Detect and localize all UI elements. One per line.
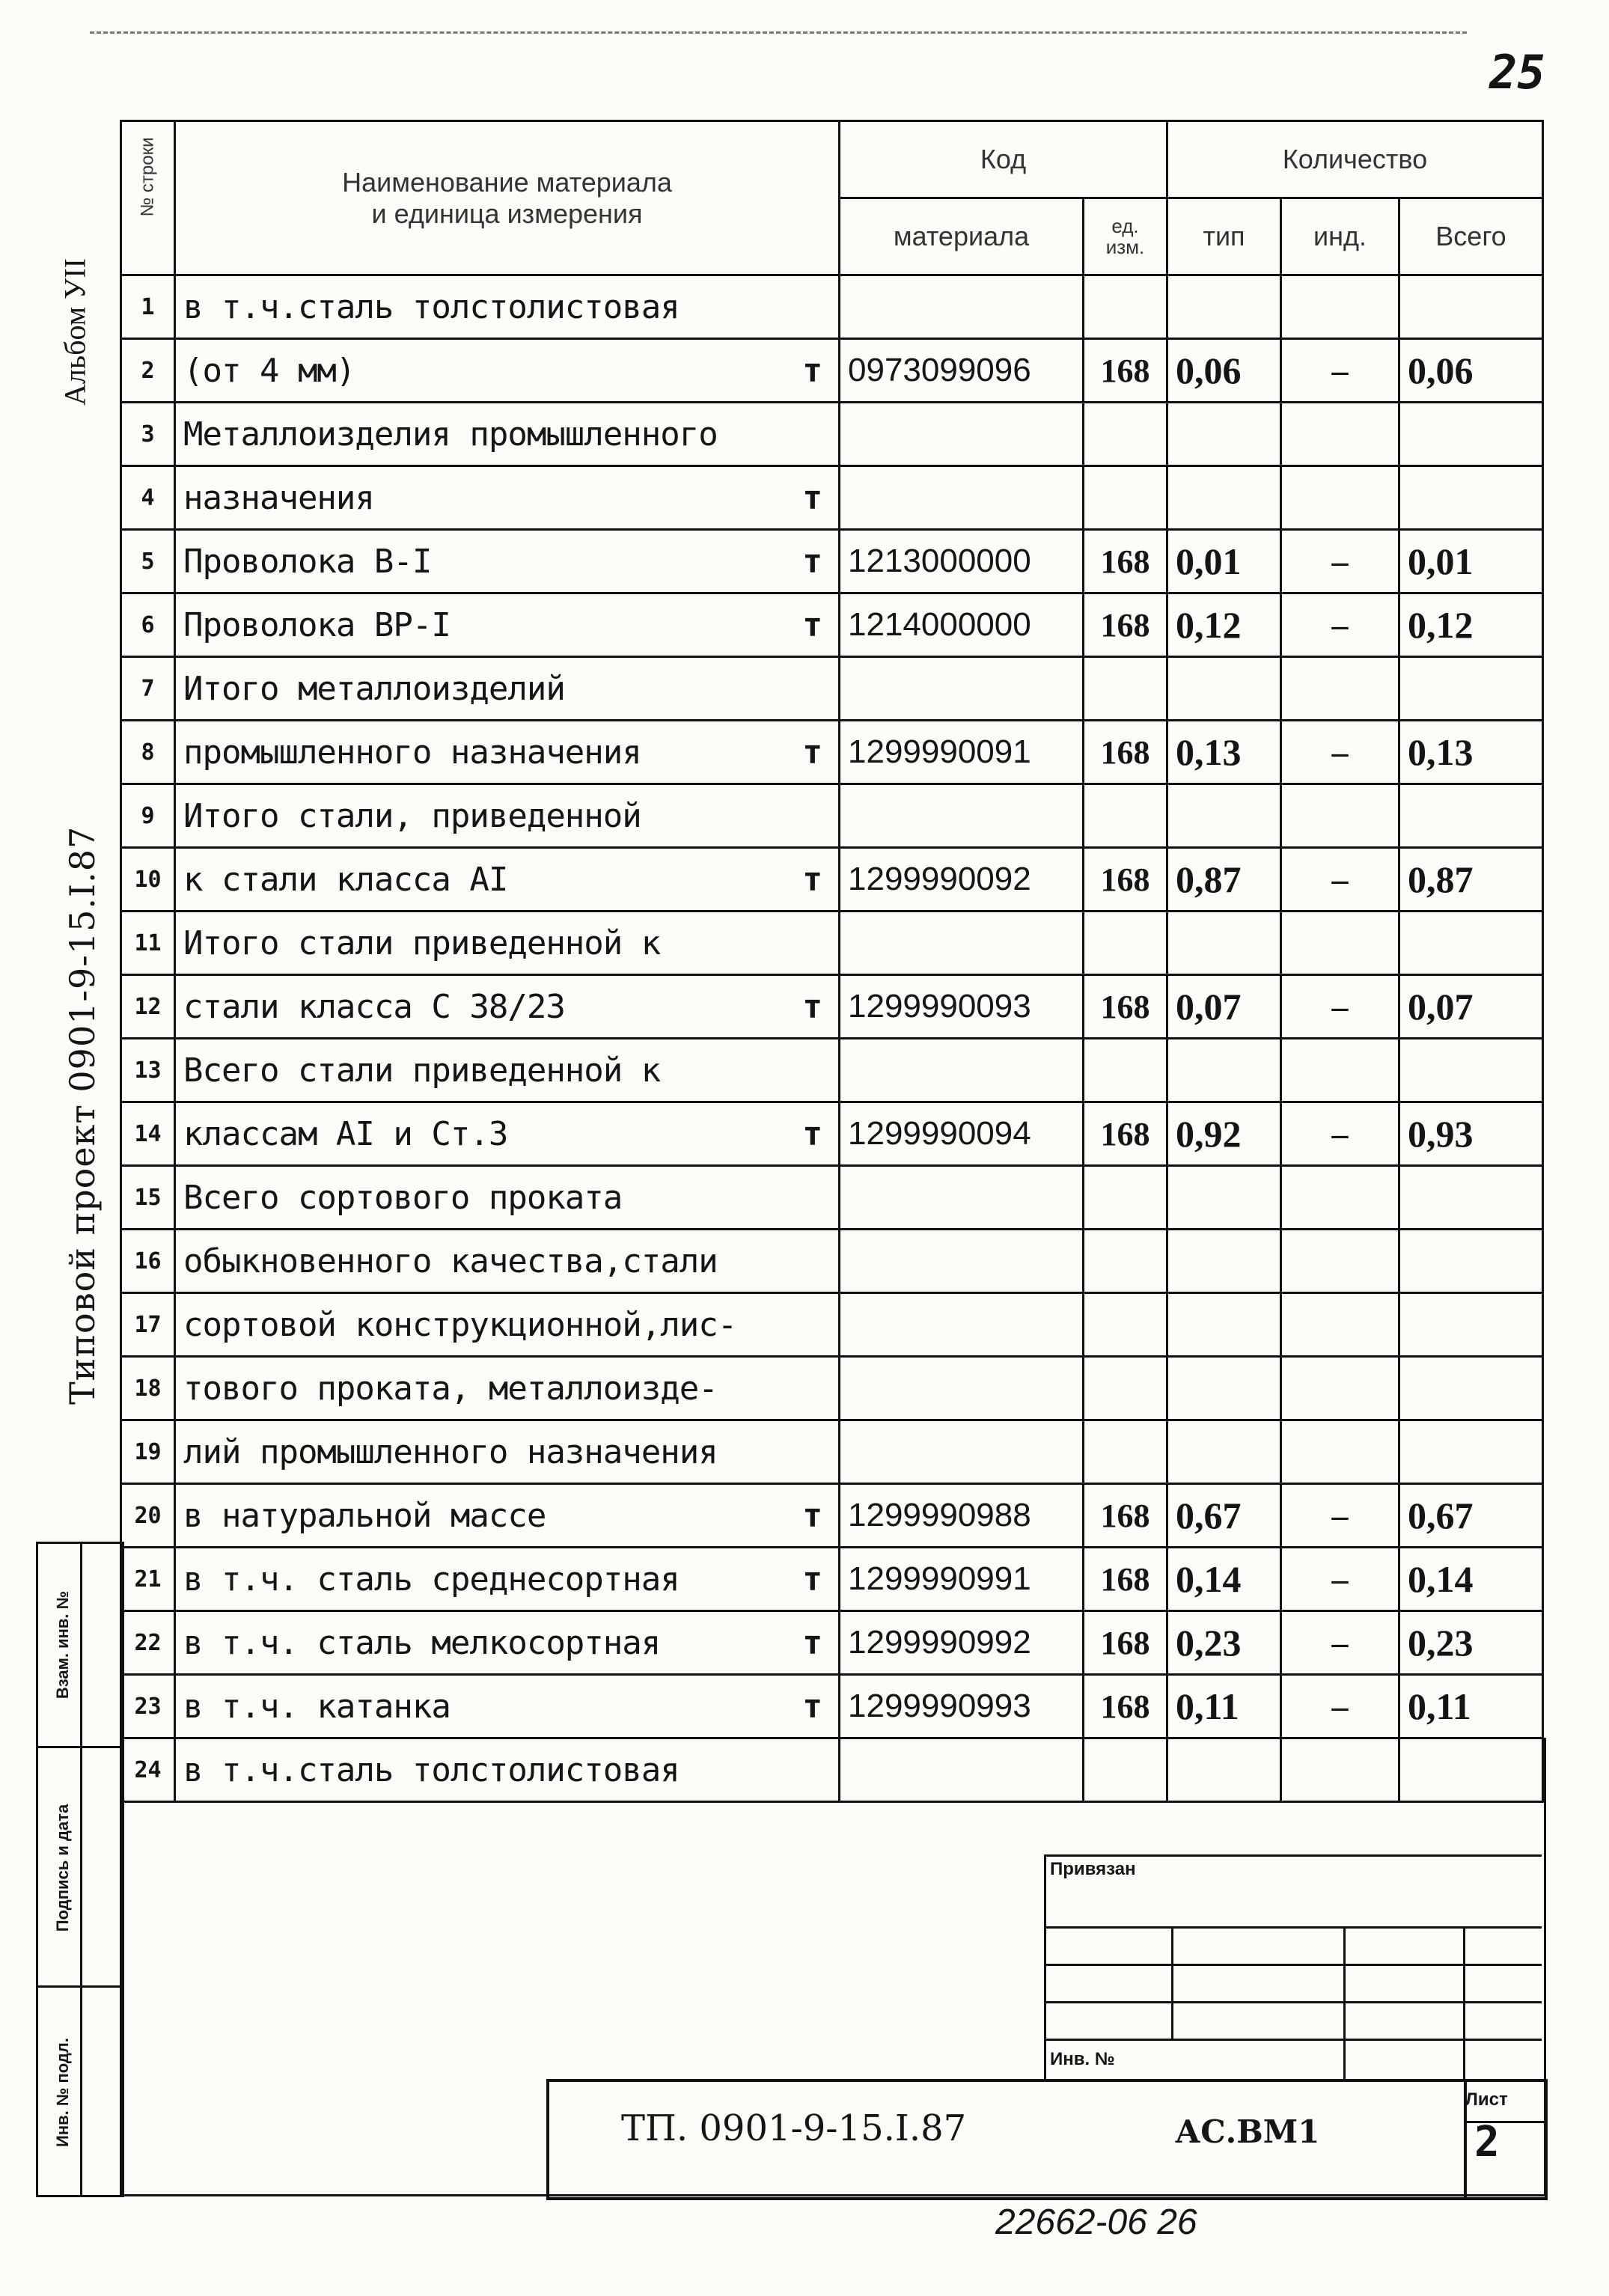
sheet-label: Лист — [1465, 2089, 1508, 2110]
unit-code-cell: 168 — [1084, 975, 1167, 1039]
material-name-cell — [175, 1230, 840, 1293]
row-number-cell: 14 — [121, 1102, 175, 1166]
unit-code-cell: 168 — [1084, 1548, 1167, 1611]
qty-ind-cell — [1281, 403, 1399, 466]
header-qty-total: Всего — [1399, 198, 1543, 275]
qty-ind-cell: – — [1281, 1611, 1399, 1675]
qty-type-cell: 0,12 — [1167, 593, 1281, 657]
qty-ind-cell: – — [1281, 975, 1399, 1039]
table-row — [121, 275, 1543, 339]
unit-mark: т — [802, 351, 822, 390]
material-name-text: Проволока ВР-I — [183, 605, 451, 644]
unit-code-cell: 168 — [1084, 593, 1167, 657]
qty-total-cell: 0,07 — [1399, 975, 1543, 1039]
row-number-cell: 19 — [121, 1420, 175, 1484]
unit-code-cell — [1084, 275, 1167, 339]
header-name: Наименование материала и единица измерения — [175, 121, 840, 275]
material-name-cell — [175, 1611, 840, 1675]
material-name-cell — [175, 1675, 840, 1738]
qty-total-cell: 0,23 — [1399, 1611, 1543, 1675]
qty-type-cell: 0,67 — [1167, 1484, 1281, 1548]
stamp-podpis — [38, 1746, 122, 1988]
qty-ind-cell: – — [1281, 339, 1399, 403]
qty-type-cell — [1167, 1420, 1281, 1484]
qty-type-cell: 0,14 — [1167, 1548, 1281, 1611]
document-code: ТП. 0901-9-15.I.87 — [621, 2107, 967, 2149]
row-number-cell: 1 — [121, 275, 175, 339]
table-row — [121, 657, 1543, 721]
unit-mark: т — [802, 733, 822, 772]
material-code-cell: 1299990094 — [840, 1102, 1084, 1166]
row-number-cell: 9 — [121, 784, 175, 848]
qty-total-cell — [1399, 1166, 1543, 1230]
qty-ind-cell — [1281, 1166, 1399, 1230]
material-name-text: промышленного назначения — [183, 733, 641, 772]
qty-type-cell — [1167, 466, 1281, 530]
row-number-cell: 4 — [121, 466, 175, 530]
material-name-cell — [175, 1484, 840, 1548]
qty-type-cell — [1167, 403, 1281, 466]
top-edge-scratch — [90, 31, 1467, 34]
unit-mark: т — [802, 860, 822, 899]
table-row — [121, 403, 1543, 466]
qty-type-cell — [1167, 912, 1281, 975]
row-number-cell: 3 — [121, 403, 175, 466]
materials-table — [120, 120, 1544, 1803]
unit-mark: т — [802, 1687, 822, 1726]
material-code-cell: 0973099096 — [840, 339, 1084, 403]
qty-total-cell: 0,01 — [1399, 530, 1543, 593]
qty-total-cell: 0,13 — [1399, 721, 1543, 784]
material-code-cell: 1299990091 — [840, 721, 1084, 784]
material-code-cell: 1214000000 — [840, 593, 1084, 657]
row-number-cell: 11 — [121, 912, 175, 975]
unit-code-cell — [1084, 1293, 1167, 1357]
material-name-cell — [175, 1102, 840, 1166]
material-code-cell: 1299990993 — [840, 1675, 1084, 1738]
material-code-cell — [840, 1230, 1084, 1293]
material-name-cell — [175, 912, 840, 975]
table-row — [121, 848, 1543, 912]
stamp-inv-podl-label: Инв. № подл. — [53, 2038, 72, 2147]
material-name-cell — [175, 593, 840, 657]
table-row — [121, 1166, 1543, 1230]
qty-type-cell — [1167, 1039, 1281, 1102]
unit-code-cell — [1084, 466, 1167, 530]
table-row — [121, 1484, 1543, 1548]
material-code-cell — [840, 1357, 1084, 1420]
unit-code-cell — [1084, 1166, 1167, 1230]
qty-total-cell: 0,11 — [1399, 1675, 1543, 1738]
material-code-cell — [840, 403, 1084, 466]
material-name-text: Итого стали приведенной к — [183, 923, 661, 962]
material-name-text: Всего стали приведенной к — [183, 1051, 661, 1090]
qty-total-cell — [1399, 1357, 1543, 1420]
qty-type-cell — [1167, 1357, 1281, 1420]
row-number-cell: 24 — [121, 1738, 175, 1802]
material-name-cell — [175, 1548, 840, 1611]
sheet-number: 2 — [1474, 2118, 1500, 2167]
unit-code-cell — [1084, 784, 1167, 848]
unit-code-cell: 168 — [1084, 530, 1167, 593]
material-code-cell — [840, 1166, 1084, 1230]
unit-code-cell — [1084, 403, 1167, 466]
row-number-cell: 16 — [121, 1230, 175, 1293]
material-name-text: Итого стали, приведенной — [183, 796, 641, 835]
table-row — [121, 975, 1543, 1039]
qty-type-cell — [1167, 784, 1281, 848]
table-row — [121, 1357, 1543, 1420]
table-row — [121, 721, 1543, 784]
unit-code-cell: 168 — [1084, 339, 1167, 403]
material-code-cell: 1299990991 — [840, 1548, 1084, 1611]
table-row — [121, 784, 1543, 848]
header-qty-type: тип — [1167, 198, 1281, 275]
unit-code-cell: 168 — [1084, 721, 1167, 784]
unit-code-cell — [1084, 657, 1167, 721]
material-code-cell — [840, 1293, 1084, 1357]
material-name-cell — [175, 275, 840, 339]
unit-code-cell — [1084, 1357, 1167, 1420]
unit-code-cell: 168 — [1084, 1675, 1167, 1738]
qty-ind-cell: – — [1281, 1675, 1399, 1738]
qty-total-cell — [1399, 657, 1543, 721]
table-row — [121, 530, 1543, 593]
qty-total-cell — [1399, 466, 1543, 530]
material-name-text: в т.ч.сталь толстолистовая — [183, 1750, 680, 1789]
qty-type-cell — [1167, 1166, 1281, 1230]
qty-ind-cell — [1281, 912, 1399, 975]
qty-total-cell — [1399, 1230, 1543, 1293]
qty-ind-cell: – — [1281, 530, 1399, 593]
qty-total-cell: 0,67 — [1399, 1484, 1543, 1548]
page-number: 25 — [1489, 45, 1545, 100]
left-stamp-boxes — [36, 1542, 124, 2197]
qty-total-cell — [1399, 784, 1543, 848]
header-qty-ind: инд. — [1281, 198, 1399, 275]
row-number-cell: 6 — [121, 593, 175, 657]
qty-total-cell: 0,12 — [1399, 593, 1543, 657]
material-code-cell: 1299990093 — [840, 975, 1084, 1039]
material-name-text: лий промышленного назначения — [183, 1432, 718, 1471]
row-number-cell: 17 — [121, 1293, 175, 1357]
qty-ind-cell: – — [1281, 593, 1399, 657]
album-label: Альбом УII — [58, 258, 92, 406]
table-row — [121, 466, 1543, 530]
row-number-cell: 18 — [121, 1357, 175, 1420]
unit-mark: т — [802, 1114, 822, 1153]
row-number-cell: 5 — [121, 530, 175, 593]
qty-ind-cell: – — [1281, 848, 1399, 912]
material-code-cell: 1299990988 — [840, 1484, 1084, 1548]
qty-type-cell: 0,11 — [1167, 1675, 1281, 1738]
unit-code-cell: 168 — [1084, 848, 1167, 912]
material-code-cell: 1299990092 — [840, 848, 1084, 912]
qty-total-cell: 0,06 — [1399, 339, 1543, 403]
qty-type-cell: 0,06 — [1167, 339, 1281, 403]
material-name-cell — [175, 1420, 840, 1484]
material-name-text: Итого металлоизделий — [183, 669, 565, 708]
material-name-text: обыкновенного качества,стали — [183, 1242, 718, 1280]
qty-type-cell: 0,92 — [1167, 1102, 1281, 1166]
material-code-cell — [840, 912, 1084, 975]
table-row — [121, 593, 1543, 657]
material-name-text: к стали класса AI — [183, 860, 508, 899]
material-name-text: в т.ч. сталь мелкосортная — [183, 1623, 661, 1662]
table-header-row-1 — [121, 121, 1543, 198]
material-name-text: назначения — [183, 478, 374, 517]
material-name-cell — [175, 975, 840, 1039]
qty-type-cell: 0,23 — [1167, 1611, 1281, 1675]
qty-total-cell: 0,14 — [1399, 1548, 1543, 1611]
material-code-cell — [840, 1420, 1084, 1484]
row-number-cell: 10 — [121, 848, 175, 912]
project-label: Типовой проект 0901-9-15.I.87 — [62, 825, 103, 1405]
table-row — [121, 1611, 1543, 1675]
unit-code-cell — [1084, 912, 1167, 975]
row-number-cell: 7 — [121, 657, 175, 721]
table-row — [121, 339, 1543, 403]
privyazan-label: Привязан — [1050, 1859, 1136, 1879]
material-name-text: сортовой конструкционной,лис- — [183, 1305, 737, 1344]
table-row — [121, 1039, 1543, 1102]
qty-total-cell — [1399, 1293, 1543, 1357]
unit-mark: т — [802, 1623, 822, 1662]
unit-mark: т — [802, 1496, 822, 1535]
qty-ind-cell: – — [1281, 1484, 1399, 1548]
row-number-cell: 8 — [121, 721, 175, 784]
material-code-cell — [840, 784, 1084, 848]
header-code-group: Код — [840, 121, 1167, 198]
material-name-text: Проволока В-I — [183, 542, 432, 581]
row-number-cell: 23 — [121, 1675, 175, 1738]
row-number-cell: 13 — [121, 1039, 175, 1102]
material-name-cell — [175, 1039, 840, 1102]
material-code-cell — [840, 275, 1084, 339]
qty-ind-cell — [1281, 466, 1399, 530]
material-name-text: в натуральной массе — [183, 1496, 546, 1535]
qty-total-cell — [1399, 1420, 1543, 1484]
header-row-no: № строки — [121, 121, 175, 275]
qty-ind-cell: – — [1281, 1102, 1399, 1166]
material-name-cell — [175, 848, 840, 912]
row-number-cell: 12 — [121, 975, 175, 1039]
material-name-text: стали класса С 38/23 — [183, 987, 565, 1026]
material-code-cell — [840, 1039, 1084, 1102]
table-row — [121, 912, 1543, 975]
table-row — [121, 1420, 1543, 1484]
material-name-cell — [175, 1166, 840, 1230]
row-number-cell: 15 — [121, 1166, 175, 1230]
material-name-text: в т.ч.сталь толстолистовая — [183, 287, 680, 326]
header-code-unit: ед. изм. — [1084, 198, 1167, 275]
qty-total-cell — [1399, 912, 1543, 975]
qty-ind-cell — [1281, 1420, 1399, 1484]
unit-mark: т — [802, 987, 822, 1026]
unit-mark: т — [802, 605, 822, 644]
material-name-cell — [175, 721, 840, 784]
unit-code-cell — [1084, 1039, 1167, 1102]
material-name-cell — [175, 1293, 840, 1357]
qty-type-cell — [1167, 657, 1281, 721]
unit-code-cell: 168 — [1084, 1611, 1167, 1675]
stamp-vzam — [38, 1544, 122, 1746]
material-name-cell — [175, 466, 840, 530]
stamp-inv-podl — [38, 1985, 122, 2197]
qty-type-cell: 0,13 — [1167, 721, 1281, 784]
qty-total-cell — [1399, 403, 1543, 466]
material-name-cell — [175, 403, 840, 466]
unit-code-cell — [1084, 1230, 1167, 1293]
material-name-text: классам AI и Ст.3 — [183, 1114, 508, 1153]
table-row — [121, 1548, 1543, 1611]
material-name-text: Металлоизделия промышленного — [183, 415, 718, 454]
stamp-podpis-label: Подпись и дата — [53, 1804, 72, 1932]
material-name-cell — [175, 1357, 840, 1420]
unit-mark: т — [802, 542, 822, 581]
table-row — [121, 1230, 1543, 1293]
qty-ind-cell — [1281, 275, 1399, 339]
qty-total-cell — [1399, 275, 1543, 339]
table-body — [121, 275, 1543, 1802]
qty-total-cell: 0,87 — [1399, 848, 1543, 912]
qty-type-cell — [1167, 275, 1281, 339]
material-name-cell — [175, 657, 840, 721]
header-code-material: материала — [840, 198, 1084, 275]
material-name-text: (от 4 мм) — [183, 351, 355, 390]
table-row — [121, 1675, 1543, 1738]
qty-ind-cell — [1281, 1039, 1399, 1102]
material-code-cell — [840, 657, 1084, 721]
unit-mark: т — [802, 1560, 822, 1599]
qty-total-cell: 0,93 — [1399, 1102, 1543, 1166]
material-name-text: в т.ч. сталь среднесортная — [183, 1560, 680, 1599]
material-name-text: Всего сортового проката — [183, 1178, 623, 1217]
bottom-archive-number: 22662-06 26 — [995, 2202, 1197, 2242]
qty-ind-cell — [1281, 657, 1399, 721]
qty-ind-cell — [1281, 1357, 1399, 1420]
table-row — [121, 1102, 1543, 1166]
qty-type-cell — [1167, 1230, 1281, 1293]
qty-total-cell — [1399, 1039, 1543, 1102]
qty-type-cell: 0,01 — [1167, 530, 1281, 593]
qty-ind-cell: – — [1281, 1548, 1399, 1611]
qty-ind-cell: – — [1281, 721, 1399, 784]
material-name-cell — [175, 339, 840, 403]
row-number-cell: 20 — [121, 1484, 175, 1548]
qty-type-cell — [1167, 1293, 1281, 1357]
qty-ind-cell — [1281, 1230, 1399, 1293]
row-number-cell: 2 — [121, 339, 175, 403]
qty-ind-cell — [1281, 784, 1399, 848]
material-code-cell: 1213000000 — [840, 530, 1084, 593]
unit-mark: т — [802, 478, 822, 517]
material-name-text: тового проката, металлоизде- — [183, 1369, 718, 1408]
material-code-cell — [840, 466, 1084, 530]
qty-type-cell: 0,87 — [1167, 848, 1281, 912]
document-mark: АС.ВМ1 — [1175, 2113, 1320, 2150]
material-name-cell — [175, 784, 840, 848]
qty-ind-cell — [1281, 1293, 1399, 1357]
stamp-vzam-label: Взам. инв. № — [53, 1590, 72, 1700]
unit-code-cell: 168 — [1084, 1484, 1167, 1548]
row-number-cell: 21 — [121, 1548, 175, 1611]
table-row — [121, 1293, 1543, 1357]
material-code-cell: 1299990992 — [840, 1611, 1084, 1675]
material-name-cell — [175, 530, 840, 593]
title-block-grid — [1044, 1854, 1542, 2079]
header-qty-group: Количество — [1167, 121, 1543, 198]
qty-type-cell: 0,07 — [1167, 975, 1281, 1039]
row-number-cell: 22 — [121, 1611, 175, 1675]
inv-no-label: Инв. № — [1050, 2049, 1115, 2069]
material-name-text: в т.ч. катанка — [183, 1687, 451, 1726]
unit-code-cell — [1084, 1420, 1167, 1484]
unit-code-cell: 168 — [1084, 1102, 1167, 1166]
